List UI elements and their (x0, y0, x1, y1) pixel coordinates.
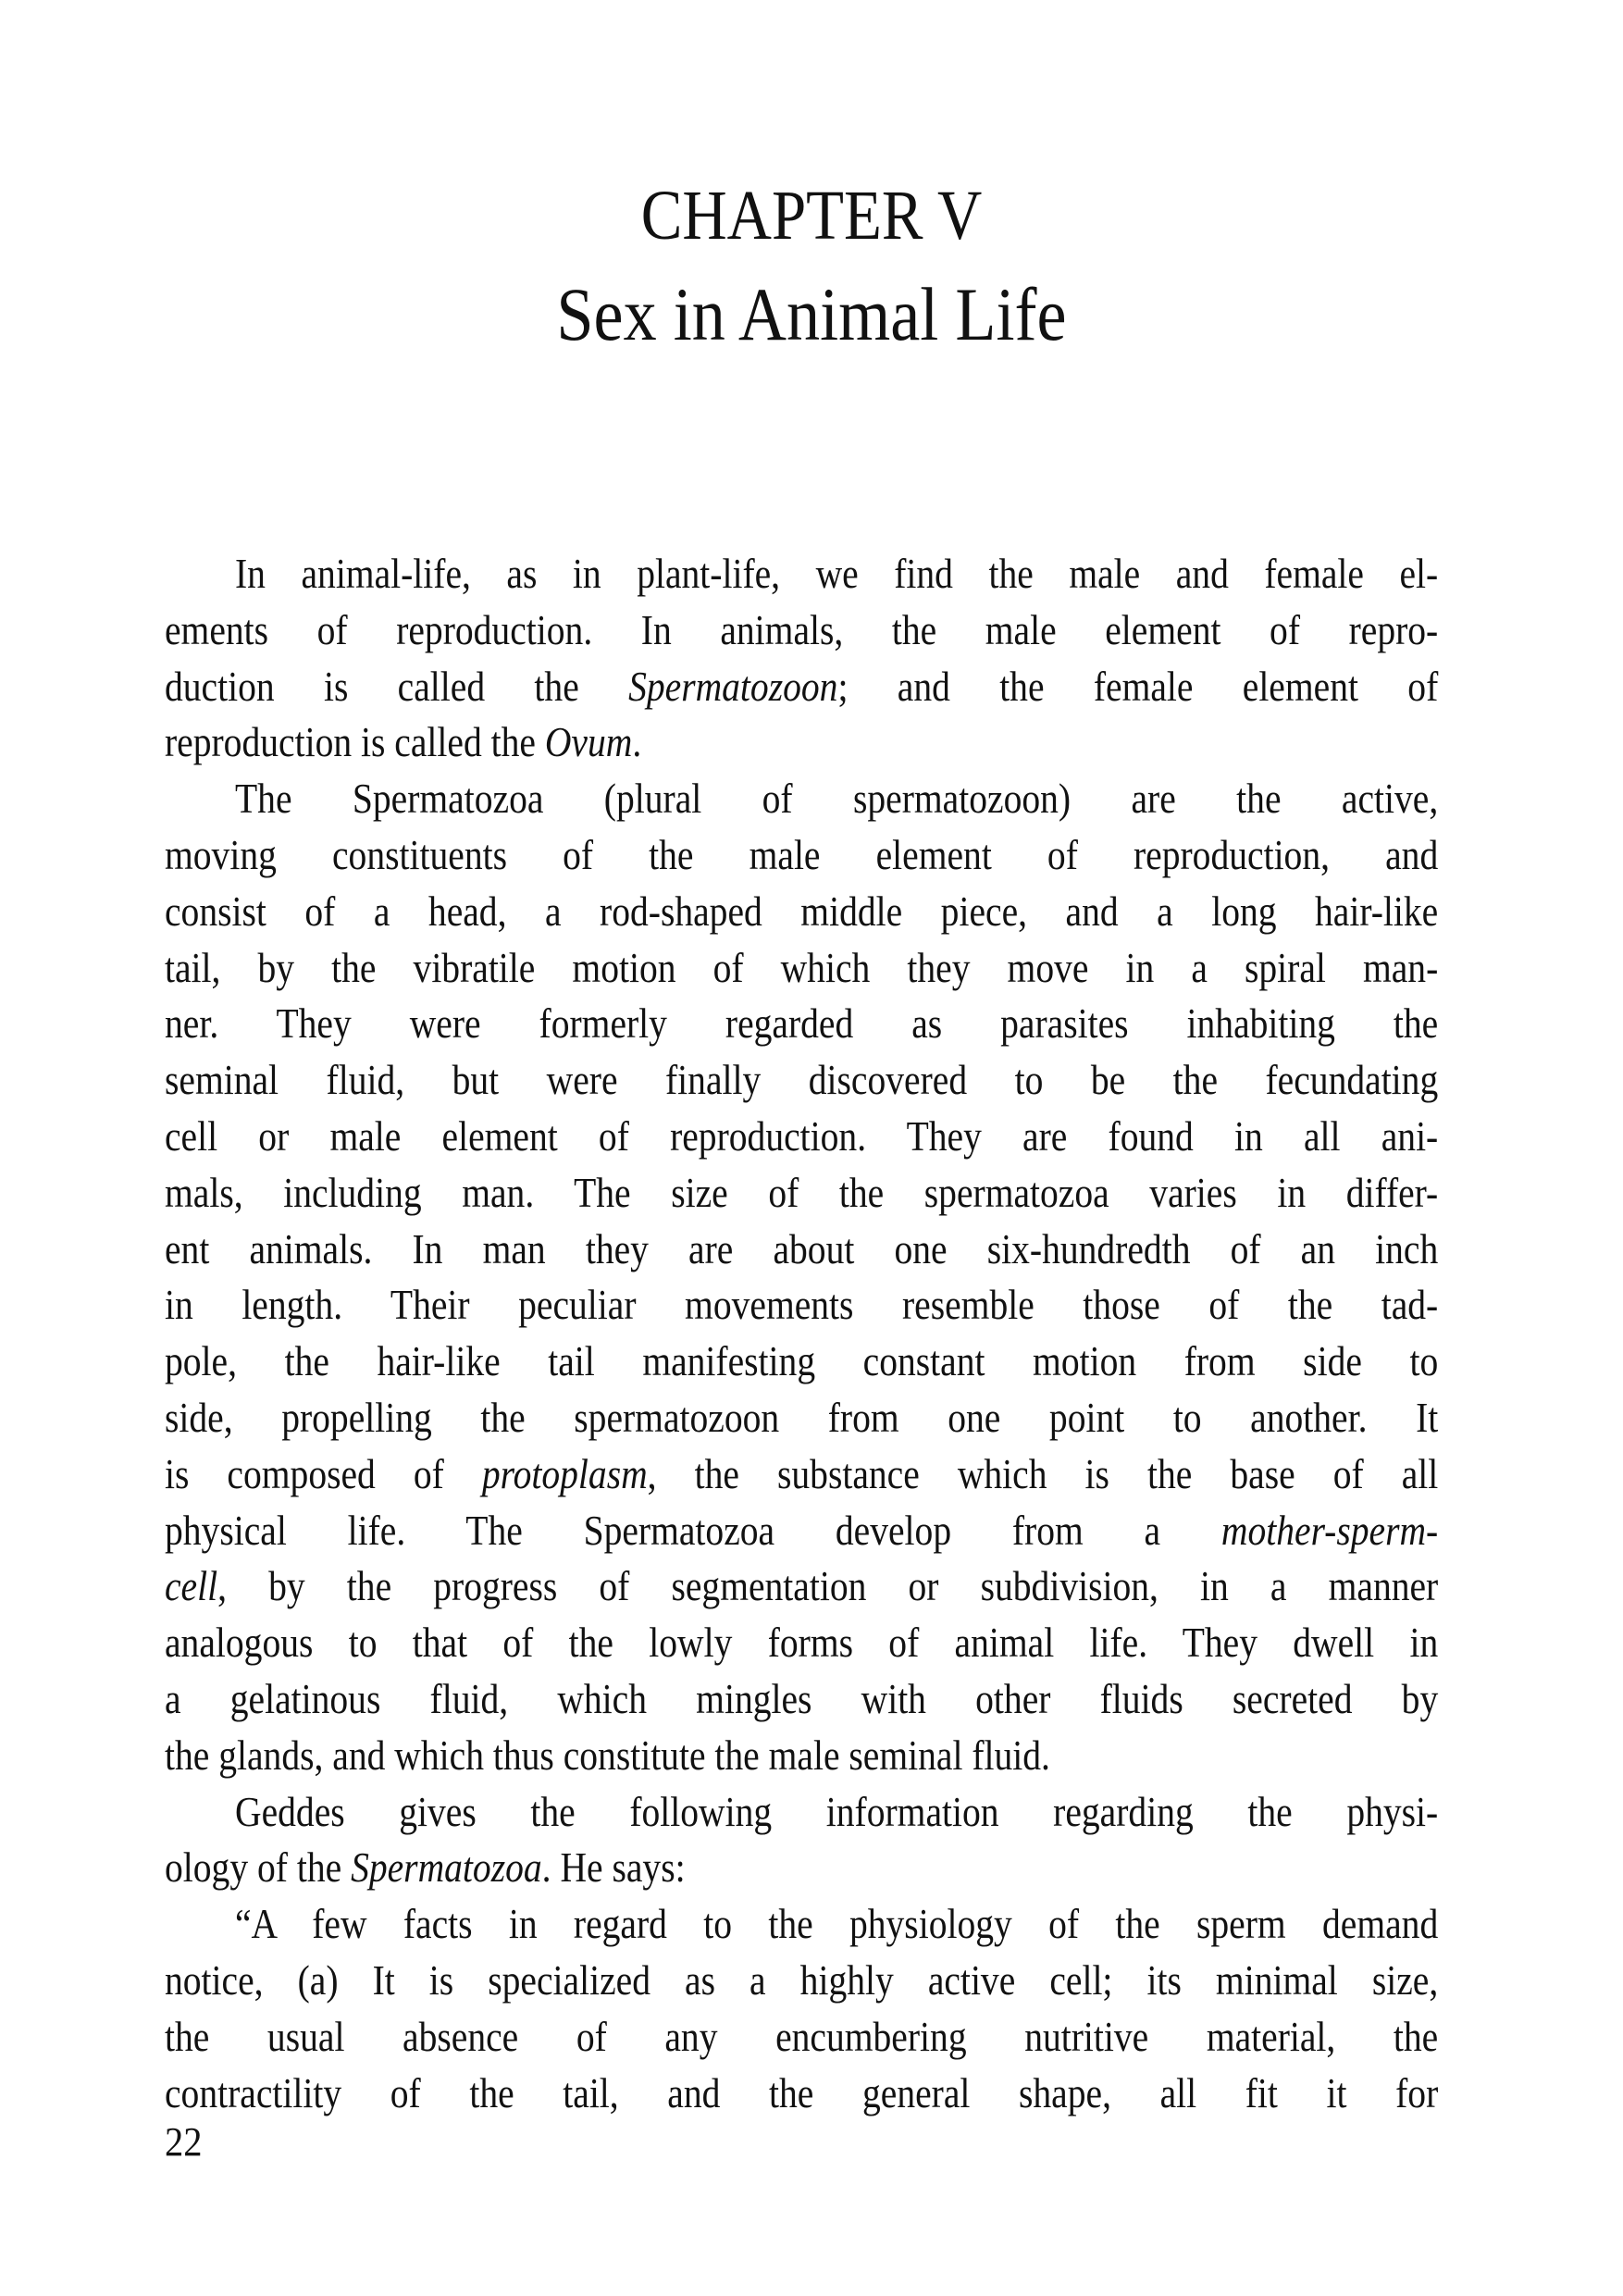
text-segment: mals, including man. The size of the spermatozoa varies in differ- (165, 1168, 1439, 1216)
text-line (165, 1165, 1438, 1222)
text-segment: reproduction is called the (165, 718, 545, 766)
text-line (165, 827, 1438, 884)
text-segment: moving constituents of the male element of reproduction, and (165, 830, 1439, 878)
text-segment: analogous to that of the lowly forms of animal life. They dwell in (165, 1619, 1439, 1667)
text-segment: seminal fluid, but were finally discovered to be the fecundating (165, 1056, 1439, 1104)
paragraph (165, 1784, 1438, 1897)
text-segment: the usual absence of any encumbering nutritive material, the (165, 2012, 1439, 2060)
text-segment: side, propelling the spermatozoon from one point to another. It (165, 1393, 1439, 1441)
body-text (165, 546, 1438, 2121)
text-segment: ology of the (165, 1843, 352, 1892)
text-segment: pole, the hair-like tail manifesting constant motion from side to (165, 1337, 1439, 1385)
text-line (165, 940, 1438, 997)
text-segment: ner. They were formerly regarded as parasites inhabiting the (165, 999, 1439, 1048)
text-segment: in length. Their peculiar movements resemble those of the tad- (165, 1281, 1439, 1329)
text-segment: tail, by the vibratile motion of which they move in a spiral man- (165, 943, 1439, 991)
text-line (165, 1558, 1438, 1615)
italic-term: Spermatozoa (351, 1843, 542, 1892)
text-line (165, 1615, 1438, 1671)
text-line (165, 1728, 1438, 1784)
text-segment: a gelatinous fluid, which mingles with other fluids secreted by (165, 1674, 1439, 1722)
text-segment: physical life. The Spermatozoa develop from a (165, 1506, 1221, 1554)
text-line (165, 659, 1438, 715)
text-line (165, 1390, 1438, 1446)
text-segment: cell or male element of reproduction. They are found in all ani- (165, 1111, 1439, 1160)
text-segment: In animal-life, as in plant-life, we find the male and female el- (235, 550, 1439, 597)
text-line (165, 1109, 1438, 1165)
chapter-title: Sex in Animal Life (556, 272, 1067, 356)
text-line (165, 1222, 1438, 1278)
text-segment: ements of reproduction. In animals, the male element of repro- (165, 605, 1439, 653)
italic-term: Spermatozoon (628, 662, 838, 710)
italic-term: cell (165, 1562, 218, 1610)
text-line (165, 1953, 1438, 2009)
italic-term: Ovum (544, 718, 633, 766)
chapter-heading (0, 174, 1623, 359)
text-line (165, 602, 1438, 659)
paragraph (165, 1896, 1438, 2121)
text-segment: consist of a head, a rod-shaped middle piece, and a long hair-like (165, 887, 1439, 935)
text-line (165, 1840, 1438, 1896)
text-segment: ; and the female element of (837, 662, 1439, 710)
text-line (165, 1052, 1438, 1109)
text-segment: duction is called the (165, 662, 629, 710)
text-segment: , by the progress of segmentation or subdivision, in a manner (217, 1562, 1439, 1610)
text-line (165, 1671, 1438, 1728)
paragraph (165, 546, 1438, 771)
text-line (165, 996, 1438, 1052)
text-segment: “A few facts in regard to the physiology of the sperm demand (235, 1900, 1439, 1948)
text-segment: notice, (a) It is specialized as a highly active cell; its minimal size, (165, 1955, 1439, 2004)
italic-term: protoplasm (481, 1449, 648, 1497)
text-line (165, 1784, 1438, 1841)
text-line (165, 1277, 1438, 1334)
text-segment: . (632, 718, 642, 766)
text-line (165, 714, 1438, 771)
chapter-number: CHAPTER V (640, 177, 983, 254)
text-line (165, 1896, 1438, 1953)
text-segment: The Spermatozoa (plural of spermatozoon) are the active, (235, 775, 1439, 823)
text-segment: Geddes gives the following information regarding the physi- (235, 1787, 1439, 1835)
text-line (165, 2009, 1438, 2066)
text-line (165, 771, 1438, 827)
italic-term: mother-sperm- (1220, 1506, 1439, 1554)
text-line (165, 1334, 1438, 1390)
text-segment: the glands, and which thus constitute the male seminal fluid. (165, 1731, 1050, 1779)
text-line (165, 1503, 1438, 1559)
text-segment: ent animals. In man they are about one six-hundredth of an inch (165, 1224, 1439, 1272)
text-segment: is composed of (165, 1449, 482, 1497)
text-segment: contractility of the tail, and the general shape, all fit it for (165, 2068, 1439, 2116)
text-line (165, 884, 1438, 940)
text-line (165, 1446, 1438, 1503)
text-segment: , the substance which is the base of all (647, 1449, 1439, 1497)
text-segment: . He says: (541, 1843, 686, 1892)
text-line (165, 2066, 1438, 2122)
paragraph (165, 771, 1438, 1783)
page-number: 22 (165, 2119, 203, 2165)
text-line (165, 546, 1438, 602)
